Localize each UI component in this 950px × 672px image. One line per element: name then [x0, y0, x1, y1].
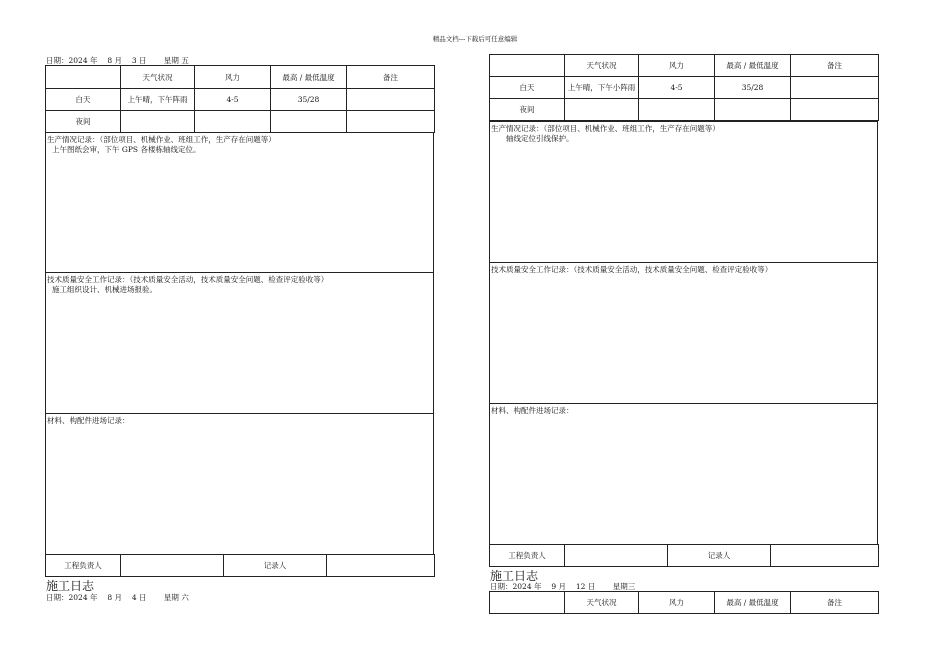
left-weather-header-row	[46, 66, 435, 89]
right-header-note: 备注	[791, 55, 879, 77]
right-signature-table	[489, 544, 879, 567]
right-tech-section	[489, 262, 878, 404]
left-night-weather	[121, 111, 195, 133]
left-engineer-label: 工程负责人	[46, 555, 121, 577]
left-engineer-value	[121, 555, 224, 577]
right-day-note	[791, 77, 879, 99]
left-next-title: 施工日志	[46, 579, 95, 593]
left-header-temp: 最高 / 最低温度	[271, 66, 347, 89]
right-engineer-label: 工程负责人	[490, 545, 565, 567]
left-header-note: 备注	[347, 66, 435, 89]
right-material-label: 材料、构配件进场记录：	[491, 406, 574, 415]
right-next-weather-table	[489, 591, 879, 614]
left-recorder-value	[327, 555, 435, 577]
right-production-value: 轴线定位引线保护。	[506, 134, 574, 143]
left-day-temp: 35/28	[271, 89, 347, 111]
left-material-section	[45, 413, 434, 555]
left-tech-value: 施工组织设计、机械进场报验。	[52, 285, 157, 294]
left-day-wind: 4-5	[195, 89, 271, 111]
header-note: 精品文档---下载后可任意编辑	[432, 35, 518, 43]
right-day-temp: 35/28	[715, 77, 791, 99]
right-night-wind	[639, 99, 715, 121]
right-next-header-note: 备注	[791, 592, 879, 614]
right-next-header-weather: 天气状况	[565, 592, 639, 614]
right-tech-label: 技术质量安全工作记录：（技术质量安全活动，技术质量安全问题、检查评定验收等）	[491, 265, 773, 274]
right-header-weather: 天气状况	[565, 55, 639, 77]
left-day-label: 白天	[46, 89, 121, 111]
left-next-date-line: 日期：2024 年 8 月 4 日 星期 六	[46, 593, 189, 602]
left-row-day	[46, 89, 435, 111]
right-day-label: 白天	[490, 77, 565, 99]
left-recorder-label: 记录人	[224, 555, 327, 577]
right-next-title: 施工日志	[490, 569, 539, 583]
right-weather-table	[489, 54, 879, 121]
right-header-temp: 最高 / 最低温度	[715, 55, 791, 77]
right-header-wind: 风力	[639, 55, 715, 77]
left-night-note	[347, 111, 435, 133]
left-date-line: 日期：2024 年 8 月 3 日 星期 五	[46, 56, 189, 65]
left-day-note	[347, 89, 435, 111]
right-row-night	[490, 99, 879, 121]
right-next-header-wind: 风力	[639, 592, 715, 614]
right-night-weather	[565, 99, 639, 121]
left-day-weather: 上午晴，下午阵雨	[121, 89, 195, 111]
left-signature-table	[45, 554, 435, 577]
left-material-label: 材料、构配件进场记录：	[47, 416, 130, 425]
left-night-wind	[195, 111, 271, 133]
right-engineer-value	[565, 545, 668, 567]
left-corner-cell	[46, 66, 121, 89]
left-production-value: 上午图纸会审，下午 GPS 各楼栋轴线定位。	[52, 145, 201, 154]
left-header-wind: 风力	[195, 66, 271, 89]
left-production-label: 生产情况记录：（部位项目、机械作业、班组工作，生产存在问题等）	[47, 135, 276, 144]
right-recorder-label: 记录人	[668, 545, 771, 567]
right-next-corner-cell	[490, 592, 565, 614]
right-production-section	[489, 121, 878, 263]
left-tech-section	[45, 272, 434, 414]
left-night-label: 夜间	[46, 111, 121, 133]
right-night-note	[791, 99, 879, 121]
right-corner-cell	[490, 55, 565, 77]
right-next-header-temp: 最高 / 最低温度	[715, 592, 791, 614]
right-day-wind: 4-5	[639, 77, 715, 99]
right-row-day	[490, 77, 879, 99]
right-production-label: 生产情况记录：（部位项目、机械作业、班组工作，生产存在问题等）	[491, 124, 720, 133]
left-tech-label: 技术质量安全工作记录：（技术质量安全活动，技术质量安全问题、检查评定验收等）	[47, 275, 329, 284]
left-header-weather: 天气状况	[121, 66, 195, 89]
left-weather-table	[45, 65, 435, 133]
right-next-date-line: 日期：2024 年 9 月 12 日 星期三	[490, 582, 636, 591]
left-row-night	[46, 111, 435, 133]
left-production-section	[45, 132, 434, 273]
right-night-label: 夜间	[490, 99, 565, 121]
right-night-temp	[715, 99, 791, 121]
right-weather-header-row	[490, 55, 879, 77]
right-day-weather: 上午晴，下午小阵雨	[565, 77, 639, 99]
right-recorder-value	[771, 545, 879, 567]
left-night-temp	[271, 111, 347, 133]
right-material-section	[489, 403, 878, 545]
